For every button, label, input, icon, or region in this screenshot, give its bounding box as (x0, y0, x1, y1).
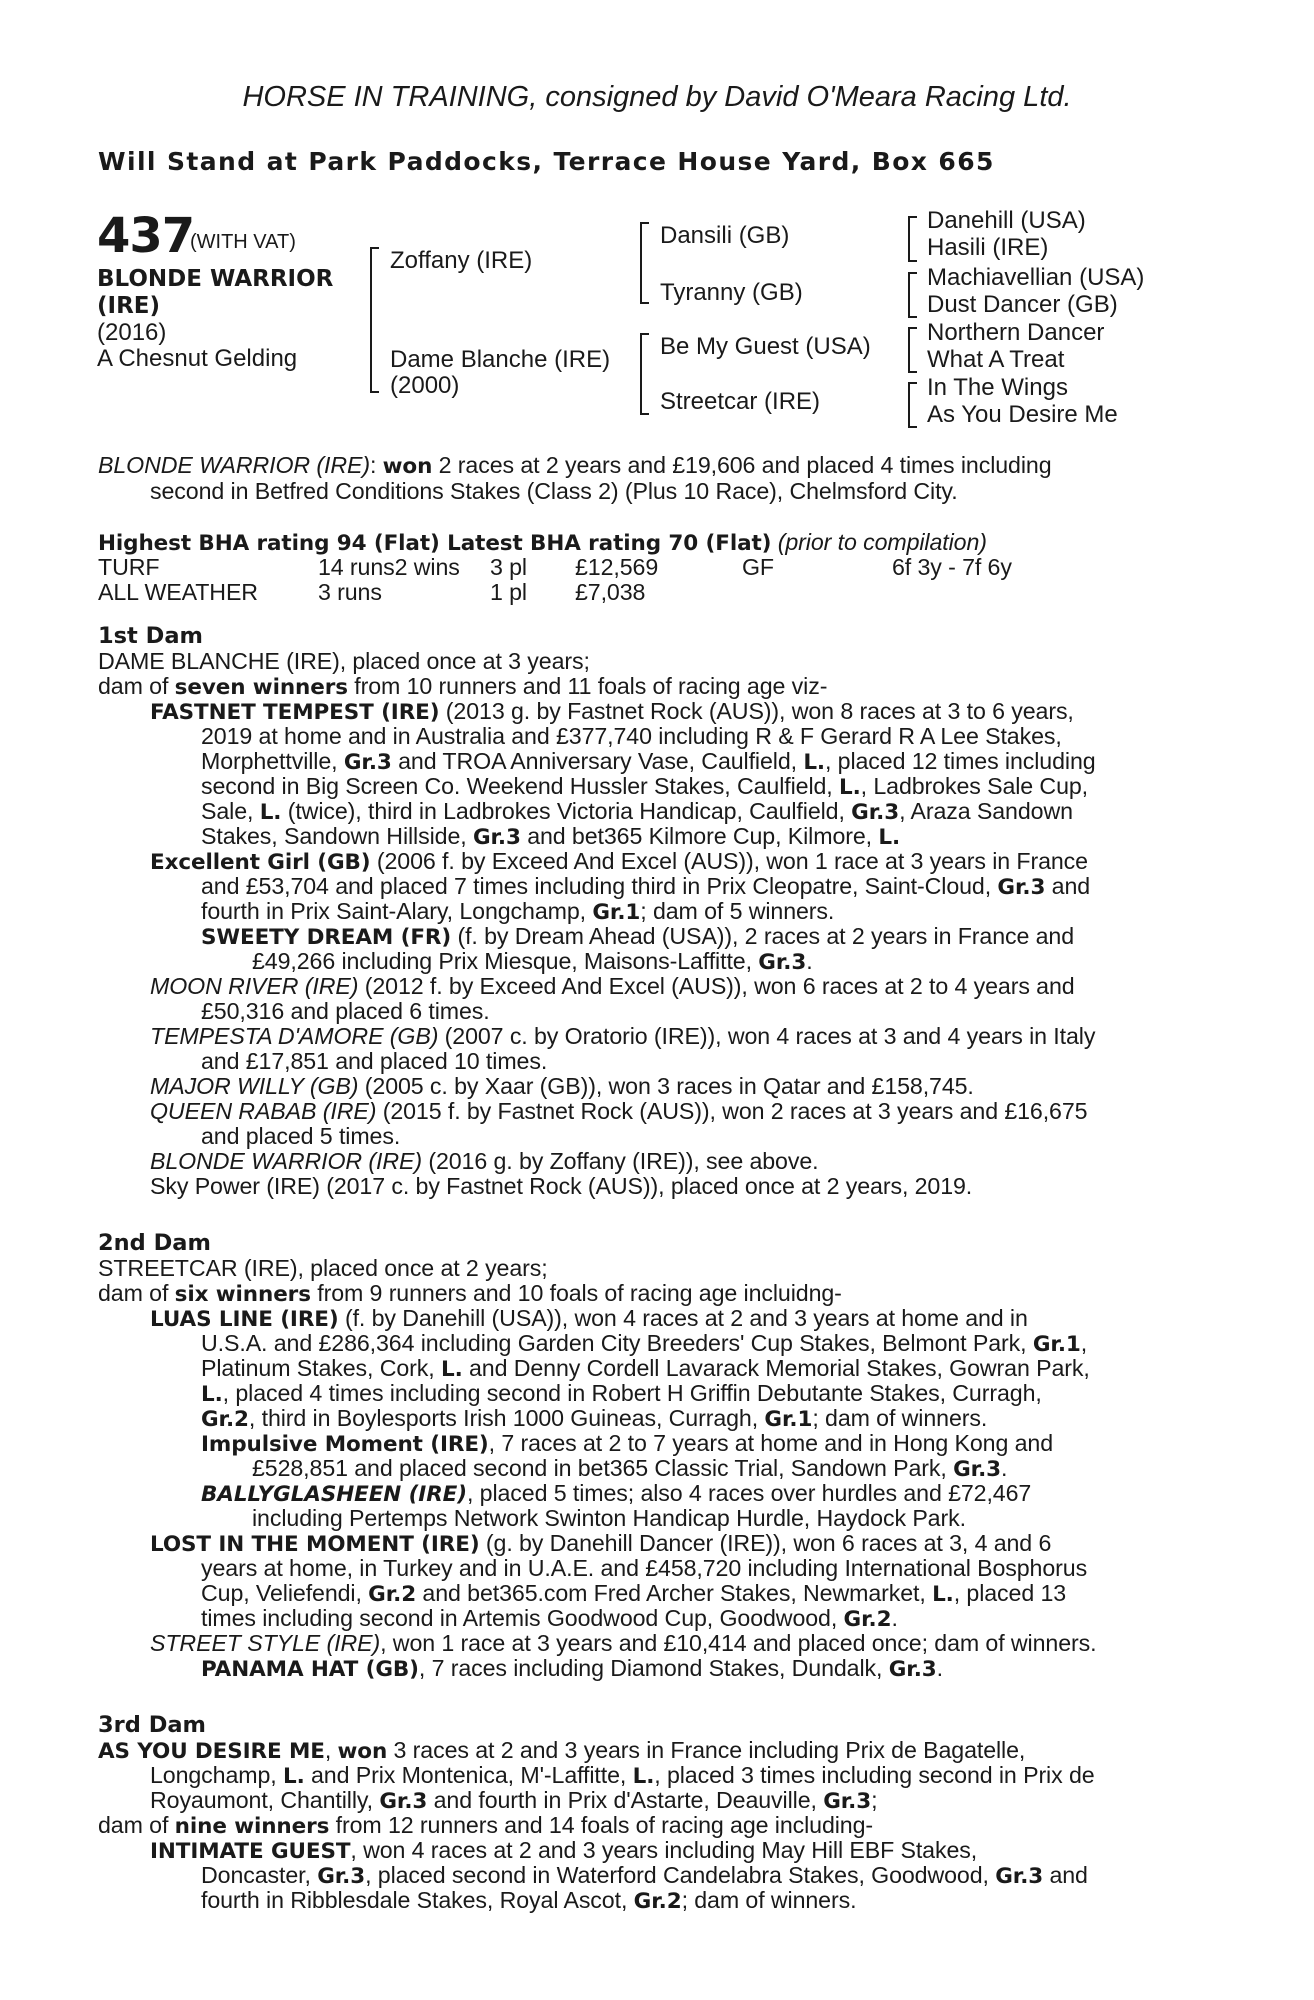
pedigree-bracket-4 (908, 216, 917, 262)
second-dam-line: STREETCAR (IRE), placed once at 2 years; (98, 1255, 548, 1281)
horse-year: (2016) (97, 319, 167, 346)
first-dam-line: and £53,704 and placed 7 times including third in Prix Cleopatre, Saint-Cloud, Gr.3 and (201, 873, 1091, 900)
turf-prize: £12,569 (575, 554, 659, 580)
pedigree-dam-sire: Be My Guest (USA) (660, 333, 871, 360)
second-dam-line: £528,851 and placed second in bet365 Classic Trial, Sandown Park, Gr.3. (252, 1455, 1008, 1482)
second-dam-line: dam of six winners from 9 runners and 10 foals of racing age incluidng- (98, 1280, 842, 1307)
aw-prize: £7,038 (575, 579, 646, 605)
first-dam-line: QUEEN RABAB (IRE) (2015 f. by Fastnet Rock (AUS)), won 2 races at 3 years and £16,675 (150, 1098, 1088, 1124)
third-dam-line: Royaumont, Chantilly, Gr.3 and fourth in Prix d'Astarte, Deauville, Gr.3; (150, 1787, 878, 1814)
aw-placed: 1 pl (490, 579, 527, 605)
first-dam-line: SWEETY DREAM (FR) (f. by Dream Ahead (USA)), 2 races at 2 years in France and (201, 923, 1075, 950)
first-dam-line: and £17,851 and placed 10 times. (201, 1048, 548, 1074)
pedigree-g7: In The Wings (927, 374, 1068, 401)
aw-label: ALL WEATHER (98, 579, 258, 605)
pedigree-bracket-7 (908, 382, 917, 428)
page-header-title: HORSE IN TRAINING, consigned by David O'Meara Racing Ltd. (242, 81, 1072, 113)
lot-number: 437 (97, 208, 195, 264)
second-dam-line: LOST IN THE MOMENT (IRE) (g. by Danehill Dancer (IRE)), won 6 races at 3, 4 and 6 (150, 1530, 1052, 1557)
horse-name: BLONDE WARRIOR (97, 266, 334, 292)
turf-placed: 3 pl (490, 554, 527, 580)
first-dam-line: £50,316 and placed 6 times. (201, 998, 490, 1024)
pedigree-bracket-2 (640, 222, 649, 304)
pedigree-bracket-1 (370, 247, 379, 393)
first-dam-line: DAME BLANCHE (IRE), placed once at 3 years; (98, 648, 590, 674)
first-dam-line: £49,266 including Prix Miesque, Maisons-Laffitte, Gr.3. (252, 948, 813, 975)
first-dam-line: TEMPESTA D'AMORE (GB) (2007 c. by Oratorio (IRE)), won 4 races at 3 and 4 years in Italy (150, 1023, 1096, 1049)
stand-location: Will Stand at Park Paddocks, Terrace House Yard, Box 665 (98, 147, 995, 176)
third-dam-line: dam of nine winners from 12 runners and 14 foals of racing age including- (98, 1812, 874, 1839)
first-dam-line: 2019 at home and in Australia and £377,740 including R & F Gerard R A Lee Stakes, (201, 723, 1062, 749)
first-dam-line: Sky Power (IRE) (2017 c. by Fastnet Rock (AUS)), placed once at 2 years, 2019. (150, 1173, 973, 1199)
pedigree-g3: Machiavellian (USA) (927, 264, 1145, 291)
second-dam-line: times including second in Artemis Goodwood Cup, Goodwood, Gr.2. (201, 1605, 898, 1632)
turf-distance: 6f 3y - 7f 6y (892, 554, 1012, 580)
horse-description: A Chesnut Gelding (97, 345, 298, 372)
third-dam-heading: 3rd Dam (98, 1712, 206, 1738)
first-dam-line: Stakes, Sandown Hillside, Gr.3 and bet365 Kilmore Cup, Kilmore, L. (201, 823, 901, 850)
pedigree-g6: What A Treat (927, 346, 1065, 373)
second-dam-line: PANAMA HAT (GB), 7 races including Diamond Stakes, Dundalk, Gr.3. (201, 1655, 943, 1682)
first-dam-line: MOON RIVER (IRE) (2012 f. by Exceed And Excel (AUS)), won 6 races at 2 to 4 years and (150, 973, 1075, 999)
first-dam-line: BLONDE WARRIOR (IRE) (2016 g. by Zoffany (IRE)), see above. (150, 1148, 819, 1174)
turf-going: GF (742, 554, 774, 580)
third-dam-line: INTIMATE GUEST, won 4 races at 2 and 3 years including May Hill EBF Stakes, (150, 1837, 978, 1864)
pedigree-dam: Dame Blanche (IRE) (390, 346, 611, 373)
second-dam-line: L., placed 4 times including second in Robert H Griffin Debutante Stakes, Curragh, (201, 1380, 1042, 1407)
second-dam-line: BALLYGLASHEEN (IRE), placed 5 times; also 4 races over hurdles and £72,467 (201, 1480, 1032, 1507)
third-dam-line: AS YOU DESIRE ME, won 3 races at 2 and 3 years in France including Prix de Bagatelle, (98, 1737, 1026, 1764)
aw-runs: 3 runs (318, 579, 382, 605)
pedigree-dam-year: (2000) (390, 372, 460, 399)
first-dam-heading: 1st Dam (98, 623, 203, 649)
pedigree-bracket-5 (908, 272, 917, 318)
pedigree-g5: Northern Dancer (927, 319, 1105, 346)
turf-label: TURF (98, 554, 160, 580)
second-dam-line: Gr.2, third in Boylesports Irish 1000 Guineas, Curragh, Gr.1; dam of winners. (201, 1405, 988, 1432)
pedigree-g8: As You Desire Me (927, 401, 1118, 428)
horse-name-suffix: (IRE) (97, 293, 161, 319)
first-dam-line: and placed 5 times. (201, 1123, 401, 1149)
third-dam-line: fourth in Ribblesdale Stakes, Royal Ascot, Gr.2; dam of winners. (201, 1887, 857, 1914)
third-dam-line: Longchamp, L. and Prix Montenica, M'-Laffitte, L., placed 3 times including second in Prix de (150, 1762, 1095, 1789)
second-dam-line: U.S.A. and £286,364 including Garden City Breeders' Cup Stakes, Belmont Park, Gr.1, (201, 1330, 1088, 1357)
pedigree-bracket-6 (908, 327, 917, 373)
first-dam-line: Excellent Girl (GB) (2006 f. by Exceed And Excel (AUS)), won 1 race at 3 years in France (150, 848, 1088, 875)
second-dam-line: Platinum Stakes, Cork, L. and Denny Cordell Lavarack Memorial Stakes, Gowran Park, (201, 1355, 1090, 1382)
third-dam-line: Doncaster, Gr.3, placed second in Waterford Candelabra Stakes, Goodwood, Gr.3 and (201, 1862, 1088, 1889)
pedigree-g1: Danehill (USA) (927, 207, 1086, 234)
ratings-line: Highest BHA rating 94 (Flat) Latest BHA rating 70 (Flat) (prior to compilation) (98, 529, 987, 556)
second-dam-line: including Pertemps Network Swinton Handicap Hurdle, Haydock Park. (252, 1505, 966, 1531)
pedigree-g4: Dust Dancer (GB) (927, 291, 1118, 318)
first-dam-line: fourth in Prix Saint-Alary, Longchamp, Gr.1; dam of 5 winners. (201, 898, 835, 925)
summary-line-2: second in Betfred Conditions Stakes (Class 2) (Plus 10 Race), Chelmsford City. (150, 478, 958, 504)
first-dam-line: second in Big Screen Co. Weekend Hussler Stakes, Caulfield, L., Ladbrokes Sale Cup, (201, 773, 1089, 800)
summary-line-1: BLONDE WARRIOR (IRE): won 2 races at 2 years and £19,606 and placed 4 times including (98, 452, 1052, 479)
second-dam-line: LUAS LINE (IRE) (f. by Danehill (USA)), won 4 races at 2 and 3 years at home and in (150, 1305, 1028, 1332)
second-dam-line: Impulsive Moment (IRE), 7 races at 2 to 7 years at home and in Hong Kong and (201, 1430, 1053, 1457)
pedigree-sire: Zoffany (IRE) (390, 247, 533, 274)
second-dam-line: STREET STYLE (IRE), won 1 race at 3 years and £10,414 and placed once; dam of winners. (150, 1630, 1097, 1656)
second-dam-heading: 2nd Dam (98, 1230, 211, 1256)
first-dam-line: FASTNET TEMPEST (IRE) (2013 g. by Fastnet Rock (AUS)), won 8 races at 3 to 6 years, (150, 698, 1074, 725)
pedigree-sire-sire: Dansili (GB) (660, 222, 790, 249)
pedigree-g2: Hasili (IRE) (927, 234, 1049, 261)
first-dam-line: dam of seven winners from 10 runners and 11 foals of racing age viz- (98, 673, 828, 700)
first-dam-line: Sale, L. (twice), third in Ladbrokes Victoria Handicap, Caulfield, Gr.3, Araza Sandown (201, 798, 1073, 825)
second-dam-line: years at home, in Turkey and in U.A.E. and £458,720 including International Bosphorus (201, 1555, 1088, 1581)
turf-runs: 14 runs2 wins (318, 554, 460, 580)
vat-note: (WITH VAT) (190, 231, 296, 253)
second-dam-line: Cup, Veliefendi, Gr.2 and bet365.com Fred Archer Stakes, Newmarket, L., placed 13 (201, 1580, 1067, 1607)
first-dam-line: Morphettville, Gr.3 and TROA Anniversary Vase, Caulfield, L., placed 12 times including (201, 748, 1096, 775)
pedigree-bracket-3 (640, 333, 649, 415)
pedigree-dam-dam: Streetcar (IRE) (660, 388, 821, 415)
first-dam-line: MAJOR WILLY (GB) (2005 c. by Xaar (GB)), won 3 races in Qatar and £158,745. (150, 1073, 974, 1099)
pedigree-sire-dam: Tyranny (GB) (660, 279, 803, 306)
